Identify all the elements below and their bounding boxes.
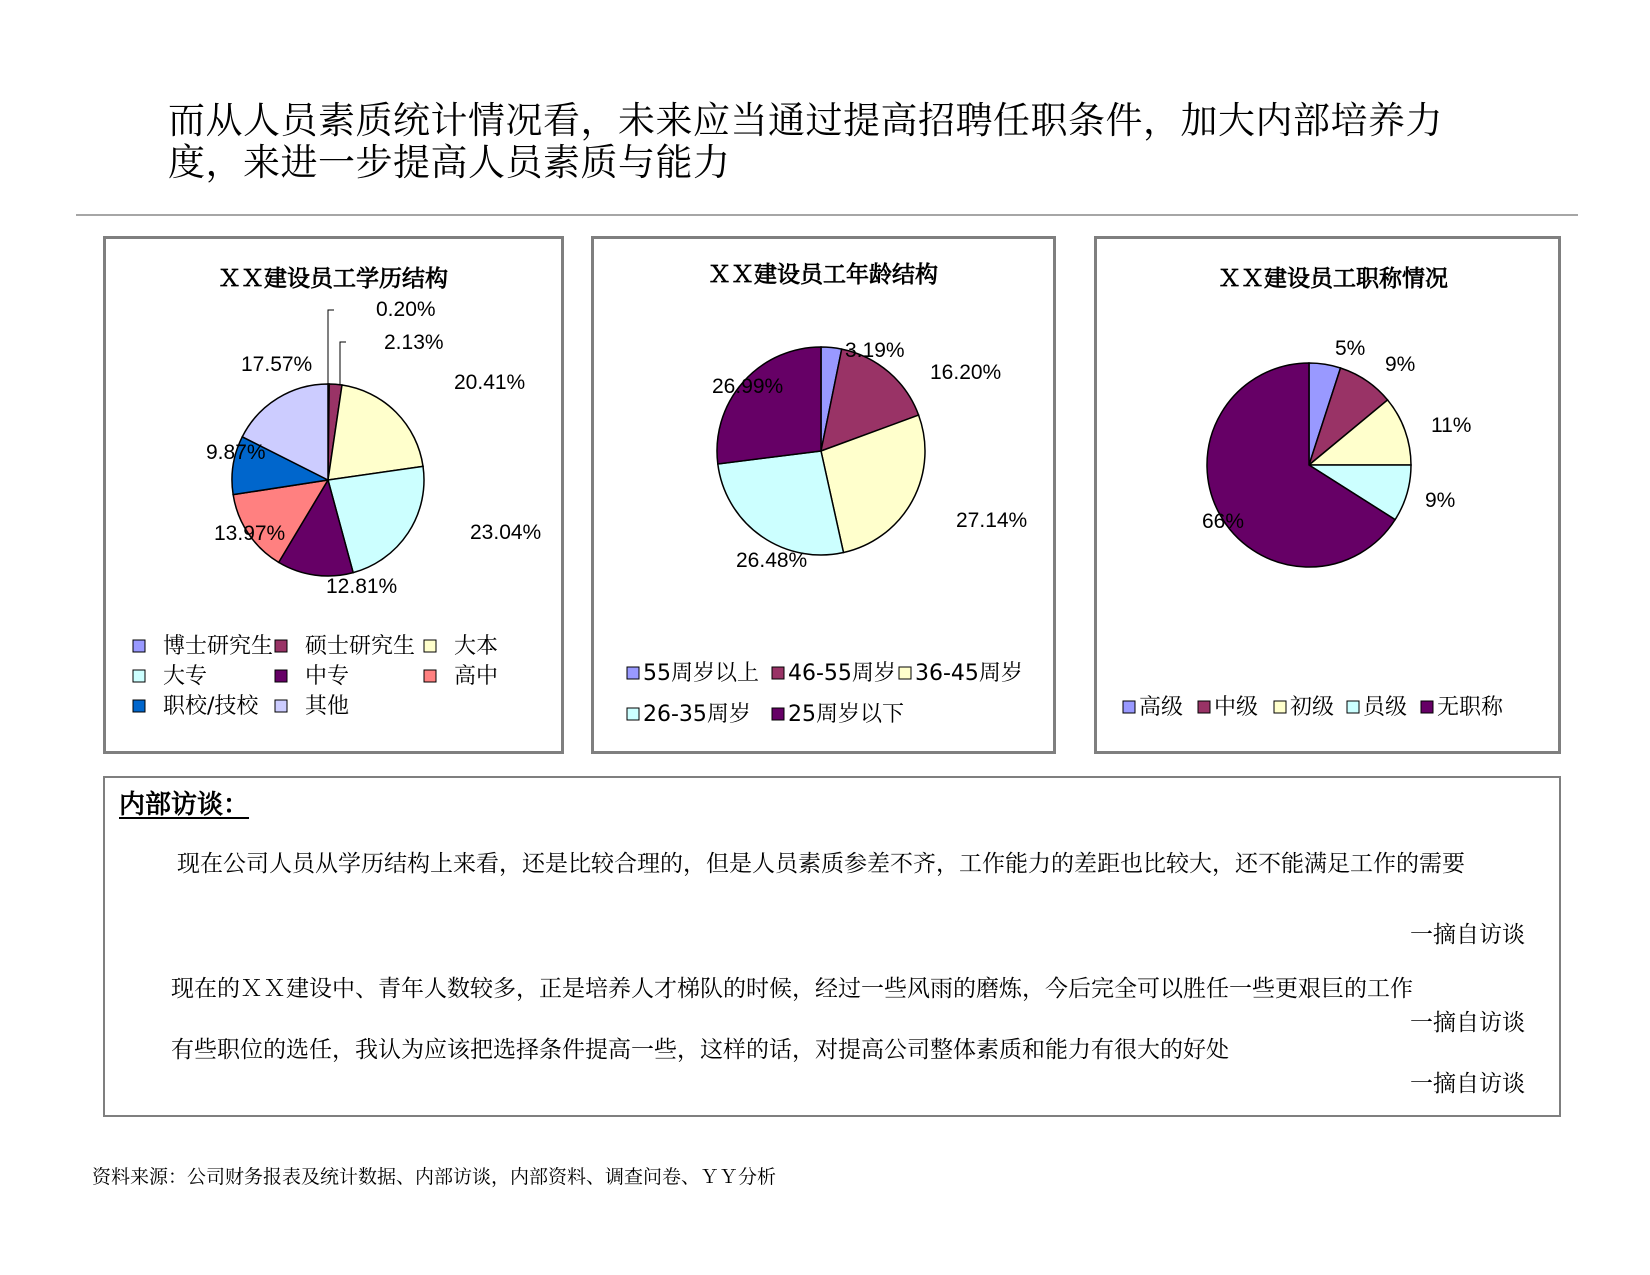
legend-swatch: [899, 667, 911, 679]
slice-data-label: 26.99%: [712, 375, 784, 398]
legend-label: 26-35周岁: [643, 702, 751, 727]
leader-line-1: [328, 310, 334, 384]
legend-swatch: [772, 667, 784, 679]
leader-line-2: [340, 342, 346, 385]
legend-label: 博士研究生: [163, 634, 274, 659]
legend-label: 员级: [1363, 695, 1408, 720]
interview-quote-2: 现在的ＸＸ建设中、青年人数较多，正是培养人才梯队的时候，经过一些风雨的磨炼，今后完全可以胜任一些更艰巨的工作: [171, 976, 1413, 1002]
slice-data-label: 3.19%: [845, 339, 905, 362]
interview-heading: 内部访谈：: [119, 790, 250, 820]
legend-label: 职校/技校: [163, 694, 259, 719]
slice-data-label: 27.14%: [956, 509, 1028, 532]
legend-label: 初级: [1290, 695, 1335, 720]
slice-data-label: 26.48%: [736, 549, 808, 572]
slice-data-label: 9%: [1385, 353, 1416, 376]
chart-title: ＸＸ建设员工年龄结构: [708, 262, 938, 288]
legend-swatch: [133, 670, 145, 682]
chart-title: ＸＸ建设员工学历结构: [218, 266, 448, 292]
job-title-pie-chart: [1097, 239, 1558, 751]
education-chart-panel: [103, 236, 564, 754]
quote-3-attribution: 一摘自访谈: [1410, 1071, 1525, 1097]
legend-label: 36-45周岁: [915, 661, 1023, 686]
legend-swatch: [772, 708, 784, 720]
legend-label: 大专: [163, 664, 208, 689]
legend-label: 无职称: [1437, 695, 1504, 720]
slice-data-label: 13.97%: [214, 522, 286, 545]
education-pie-chart: [106, 239, 561, 751]
legend-swatch: [627, 667, 639, 679]
slice-data-label: 66%: [1202, 510, 1245, 533]
chart-title: ＸＸ建设员工职称情况: [1218, 266, 1448, 292]
legend-swatch: [1123, 701, 1135, 713]
slice-data-label: 11%: [1431, 414, 1472, 437]
slice-data-label: 17.57%: [241, 353, 313, 376]
legend-swatch: [424, 670, 436, 682]
legend-label: 其他: [305, 694, 350, 719]
legend-swatch: [1274, 701, 1286, 713]
slice-data-label: 16.20%: [930, 361, 1002, 384]
quote-1-attribution: 一摘自访谈: [1410, 922, 1525, 948]
legend-label: 55周岁以上: [643, 661, 759, 686]
legend-label: 中专: [305, 664, 350, 689]
legend-label: 高中: [454, 664, 499, 689]
legend-label: 高级: [1139, 695, 1184, 720]
legend-swatch: [424, 640, 436, 652]
legend-label: 25周岁以下: [788, 702, 904, 727]
slice-data-label: 9%: [1425, 489, 1456, 512]
interview-quote-3: 有些职位的选任，我认为应该把选择条件提高一些，这样的话，对提高公司整体素质和能力有很大的好处: [171, 1037, 1229, 1063]
interview-box: [103, 776, 1561, 1117]
legend-swatch: [275, 640, 287, 652]
legend-label: 大本: [454, 634, 499, 659]
interview-quote-1: 现在公司人员从学历结构上来看，还是比较合理的，但是人员素质参差不齐，工作能力的差距也比较大，还不能满足工作的需要: [177, 851, 1465, 877]
legend-swatch: [275, 670, 287, 682]
legend-label: 中级: [1214, 695, 1259, 720]
page-title: 而从人员素质统计情况看，未来应当通过提高招聘任职条件，加大内部培养力度，来进一步提高人员素质与能力: [168, 99, 1443, 184]
source-note: 资料来源：公司财务报表及统计数据、内部访谈，内部资料、调查问卷、ＹＹ分析: [92, 1166, 777, 1188]
slice-data-label: 0.20%: [376, 298, 436, 321]
legend-swatch: [133, 700, 145, 712]
age-pie-chart: [594, 239, 1053, 751]
legend-swatch: [1347, 701, 1359, 713]
age-chart-panel: [591, 236, 1056, 754]
slice-data-label: 23.04%: [470, 521, 542, 544]
pie-slice-4: [718, 451, 844, 555]
legend-swatch: [627, 708, 639, 720]
job-title-chart-panel: [1094, 236, 1561, 754]
slice-data-label: 2.13%: [384, 331, 444, 354]
title-divider: [76, 214, 1578, 216]
legend-swatch: [1421, 701, 1433, 713]
quote-2-attribution: 一摘自访谈: [1410, 1010, 1525, 1036]
legend-swatch: [275, 700, 287, 712]
slice-data-label: 12.81%: [326, 575, 398, 598]
slice-data-label: 9.87%: [206, 441, 266, 464]
pie-slice-3: [328, 385, 423, 480]
legend-swatch: [133, 640, 145, 652]
slice-data-label: 5%: [1335, 337, 1366, 360]
legend-swatch: [1198, 701, 1210, 713]
legend-label: 46-55周岁: [788, 661, 896, 686]
slice-data-label: 20.41%: [454, 371, 526, 394]
pie-slice-5: [717, 347, 821, 464]
legend-label: 硕士研究生: [305, 634, 416, 659]
